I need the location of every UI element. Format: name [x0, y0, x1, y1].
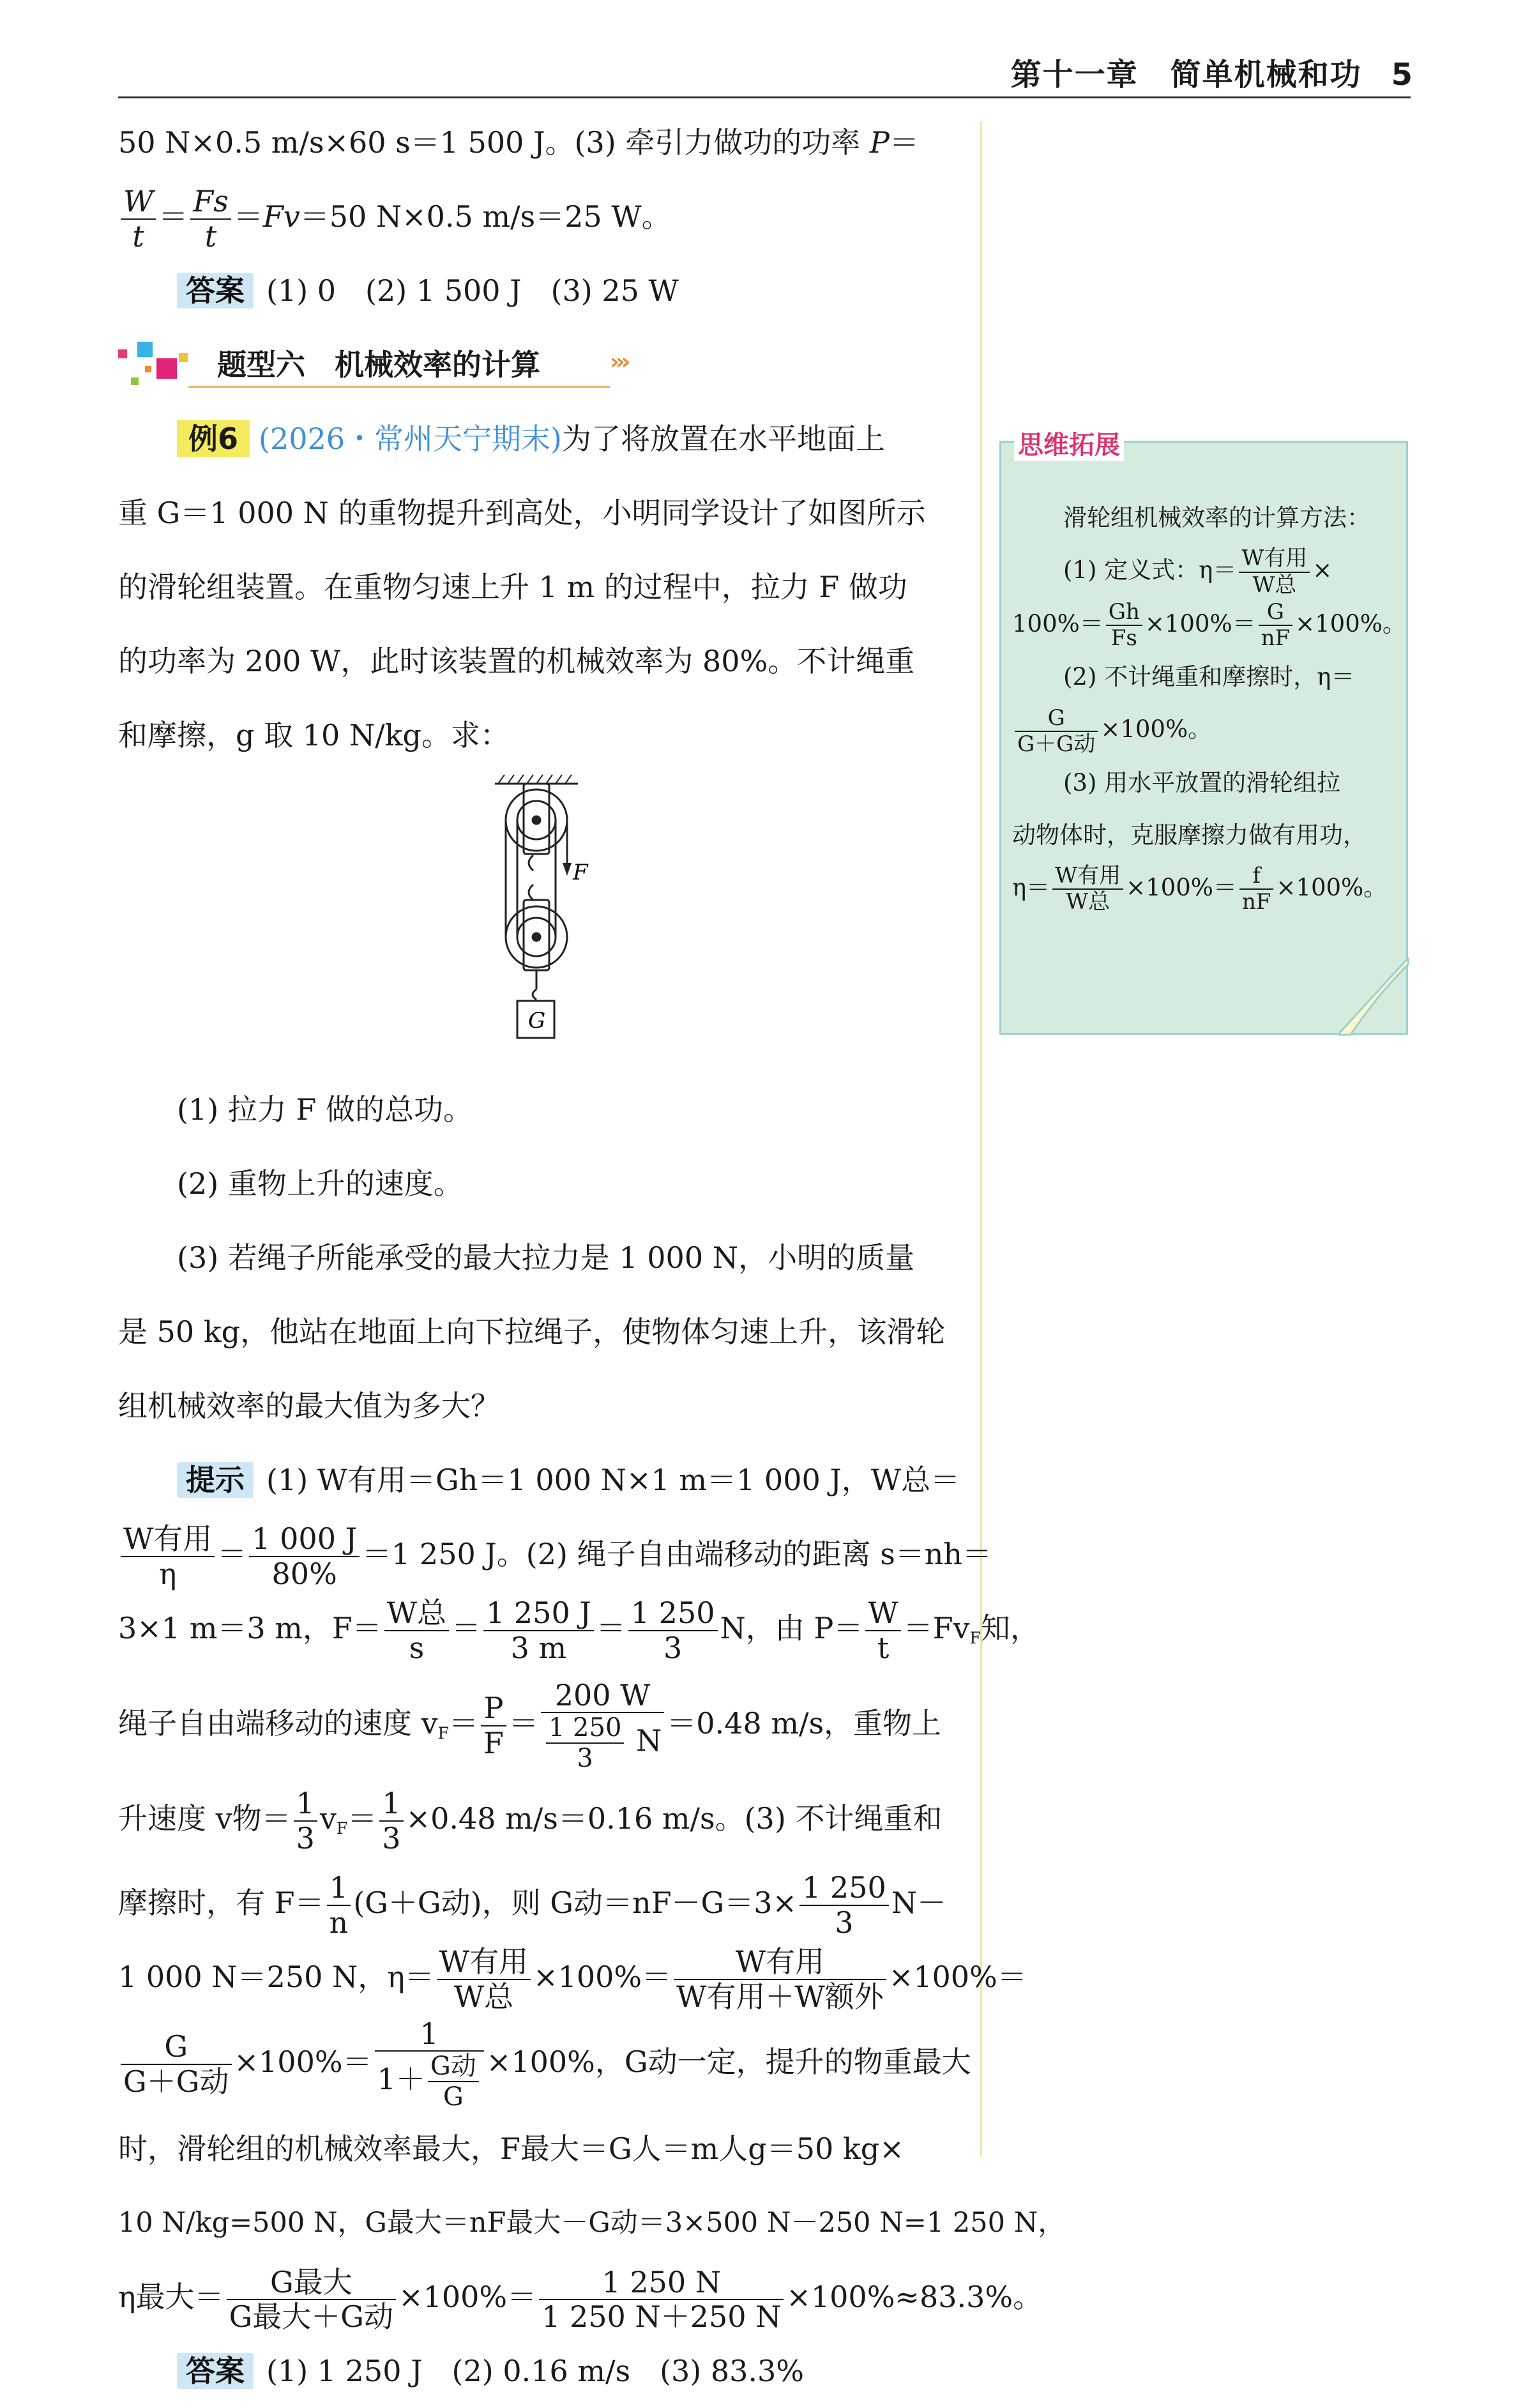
- question-2: (2) 重物上升的速度。: [177, 1166, 463, 1201]
- question-3: (3) 若绳子所能承受的最大拉力是 1 000 N，小明的质量: [177, 1240, 914, 1275]
- section-heading: 题型六 机械效率的计算 ›››: [118, 328, 964, 402]
- hint-line-3: 3×1 m＝3 m，F＝ $\frac{\text{W总}}{s}$ ＝ $\frac{1 250 J}{3 m}$ ＝ $\frac{1 250}{3}$ N，由 P＝ $\frac{W}{t}$ $=Fv_F$知，: [118, 1596, 1040, 1665]
- hint-line-5: 升速度 v物＝ $\frac{1}{3}$ $v_F=$ $\frac{1}{3}$ ×0.48 m/s＝0.16 m/s。(3) 不计绳重和: [118, 1786, 943, 1856]
- prev-line-1: 50 N×0.5 m/s×60 s＝1 500 J。(3) 牵引力做功的功率 P＝: [118, 125, 919, 160]
- sidebar-title: 思维拓展: [1014, 425, 1124, 461]
- example-line-5: 和摩擦，g 取 10 N/kg。求：: [118, 718, 510, 752]
- page-curl-decoration: [1338, 958, 1414, 1041]
- example-line-1: 例6 (2026・常州天宁期末)为了将放置在水平地面上: [118, 402, 964, 476]
- example-line-2: 重 G＝1 000 N 的重物提升到高处，小明同学设计了如图所示: [118, 496, 926, 530]
- hint-line-10: 10 N/kg=500 N，G最大＝nF最大－G动＝3×500 N－250 N=1 250 N，: [118, 2207, 1066, 2239]
- weight-label: G: [528, 1008, 546, 1033]
- hint-line-1: 提示 (1) W有用＝Gh＝1 000 N×1 m＝1 000 J，W总＝: [118, 1443, 964, 1517]
- answer-tag: 答案: [177, 273, 254, 309]
- question-1: (1) 拉力 F 做的总功。: [177, 1092, 473, 1127]
- hint-line-9: 时，滑轮组的机械效率最大，F最大＝G人＝m人g＝50 kg×: [118, 2131, 904, 2167]
- pulley-figure: [118, 772, 964, 1072]
- hint-line-8: $\frac{G}{\text{G＋G动}}$ ×100%＝ 1 1＋ $\frac{\text{G动}}{G}$ ×100%，G动一定，提升的物重最大: [118, 2014, 964, 2112]
- page-number: 5: [1391, 57, 1414, 93]
- chapter-title: 第十一章 简单机械和功: [1010, 57, 1362, 93]
- column-divider: [980, 121, 982, 2156]
- header-rule: [118, 96, 1411, 98]
- hint-line-4: 绳子自由端移动的速度 $v_F=$ $\frac{P}{F}$ ＝ 200 W $\frac{1 250}{3}$ N ＝0.48 m/s，重物上: [118, 1677, 942, 1774]
- answer-tag-2: 答案: [177, 2353, 254, 2389]
- sidebar-body: 滑轮组机械效率的计算方法： (1) 定义式：η＝ $\frac{\text{W有用}}{\text{W总}}$ × 100%＝ $\frac{Gh}{Fs}$ ×100%＝ $\frac{G}{nF}$ ×100%。 (2) 不计绳重和摩擦时，η＝ $\frac{G}{\text{G＋G动}}$ ×100%。 (3) 用水平放置的滑轮组拉 动物体时，克服摩擦力做有用功， η＝ $\frac{\text{W有用}}{\text{W总}}$ ×100%＝ $\frac{f}{nF}$ ×100%。: [1012, 504, 1406, 915]
- example-tag: 例6: [177, 420, 250, 457]
- hint-line-6: 摩擦时，有 F＝ $\frac{1}{n}$ (G＋G动)，则 G动＝nF－G＝3× $\frac{1 250}{3}$ N－: [118, 1870, 946, 1940]
- example-line-4: 的功率为 200 W，此时该装置的机械效率为 80%。不计绳重: [118, 644, 915, 678]
- question-3-cont-1: 是 50 kg，他站在地面上向下拉绳子，使物体匀速上升，该滑轮: [118, 1314, 946, 1349]
- force-label: F: [573, 860, 588, 885]
- main-column: [118, 105, 1066, 2408]
- prev-line-2: $\frac{W}{t}$ ＝ $\frac{Fs}{t}$ ＝Fv＝50 N×0.5 m/s＝25 W。: [118, 179, 964, 254]
- hint-tag: 提示: [177, 1462, 254, 1498]
- hint-line-2: $\frac{\text{W有用}}{\eta}$ ＝ $\frac{1 000 J}{80\%}$ ＝1 250 J。(2) 绳子自由端移动的距离 s＝nh＝: [118, 1517, 964, 1591]
- answer-2: 答案 (1) 1 250 J (2) 0.16 m/s (3) 83.3%: [118, 2334, 964, 2408]
- example-line-3: 的滑轮组装置。在重物匀速上升 1 m 的过程中，拉力 F 做功: [118, 570, 907, 604]
- question-3-cont-2: 组机械效率的最大值为多大？: [118, 1389, 500, 1423]
- hint-line-7: 1 000 N＝250 N，η＝ $\frac{\text{W有用}}{\text{W总}}$ ×100%＝ $\frac{\text{W有用}}{\text{W有用＋W额外}}$ ×100%＝: [118, 1944, 1027, 2014]
- hint-line-11: η最大＝ $\frac{\text{G最大}}{\text{G最大＋G动}}$ ×100%＝ $\frac{1 250 N}{1 250 N+250 N}$ ×100%≈83.3%。: [118, 2264, 1043, 2335]
- answer-1: 答案 (1) 0 (2) 1 500 J (3) 25 W: [118, 254, 964, 328]
- example-source: (2026・常州天宁期末): [259, 422, 562, 456]
- page-header: [1011, 50, 1414, 94]
- section-title: 题型六 机械效率的计算: [217, 347, 540, 382]
